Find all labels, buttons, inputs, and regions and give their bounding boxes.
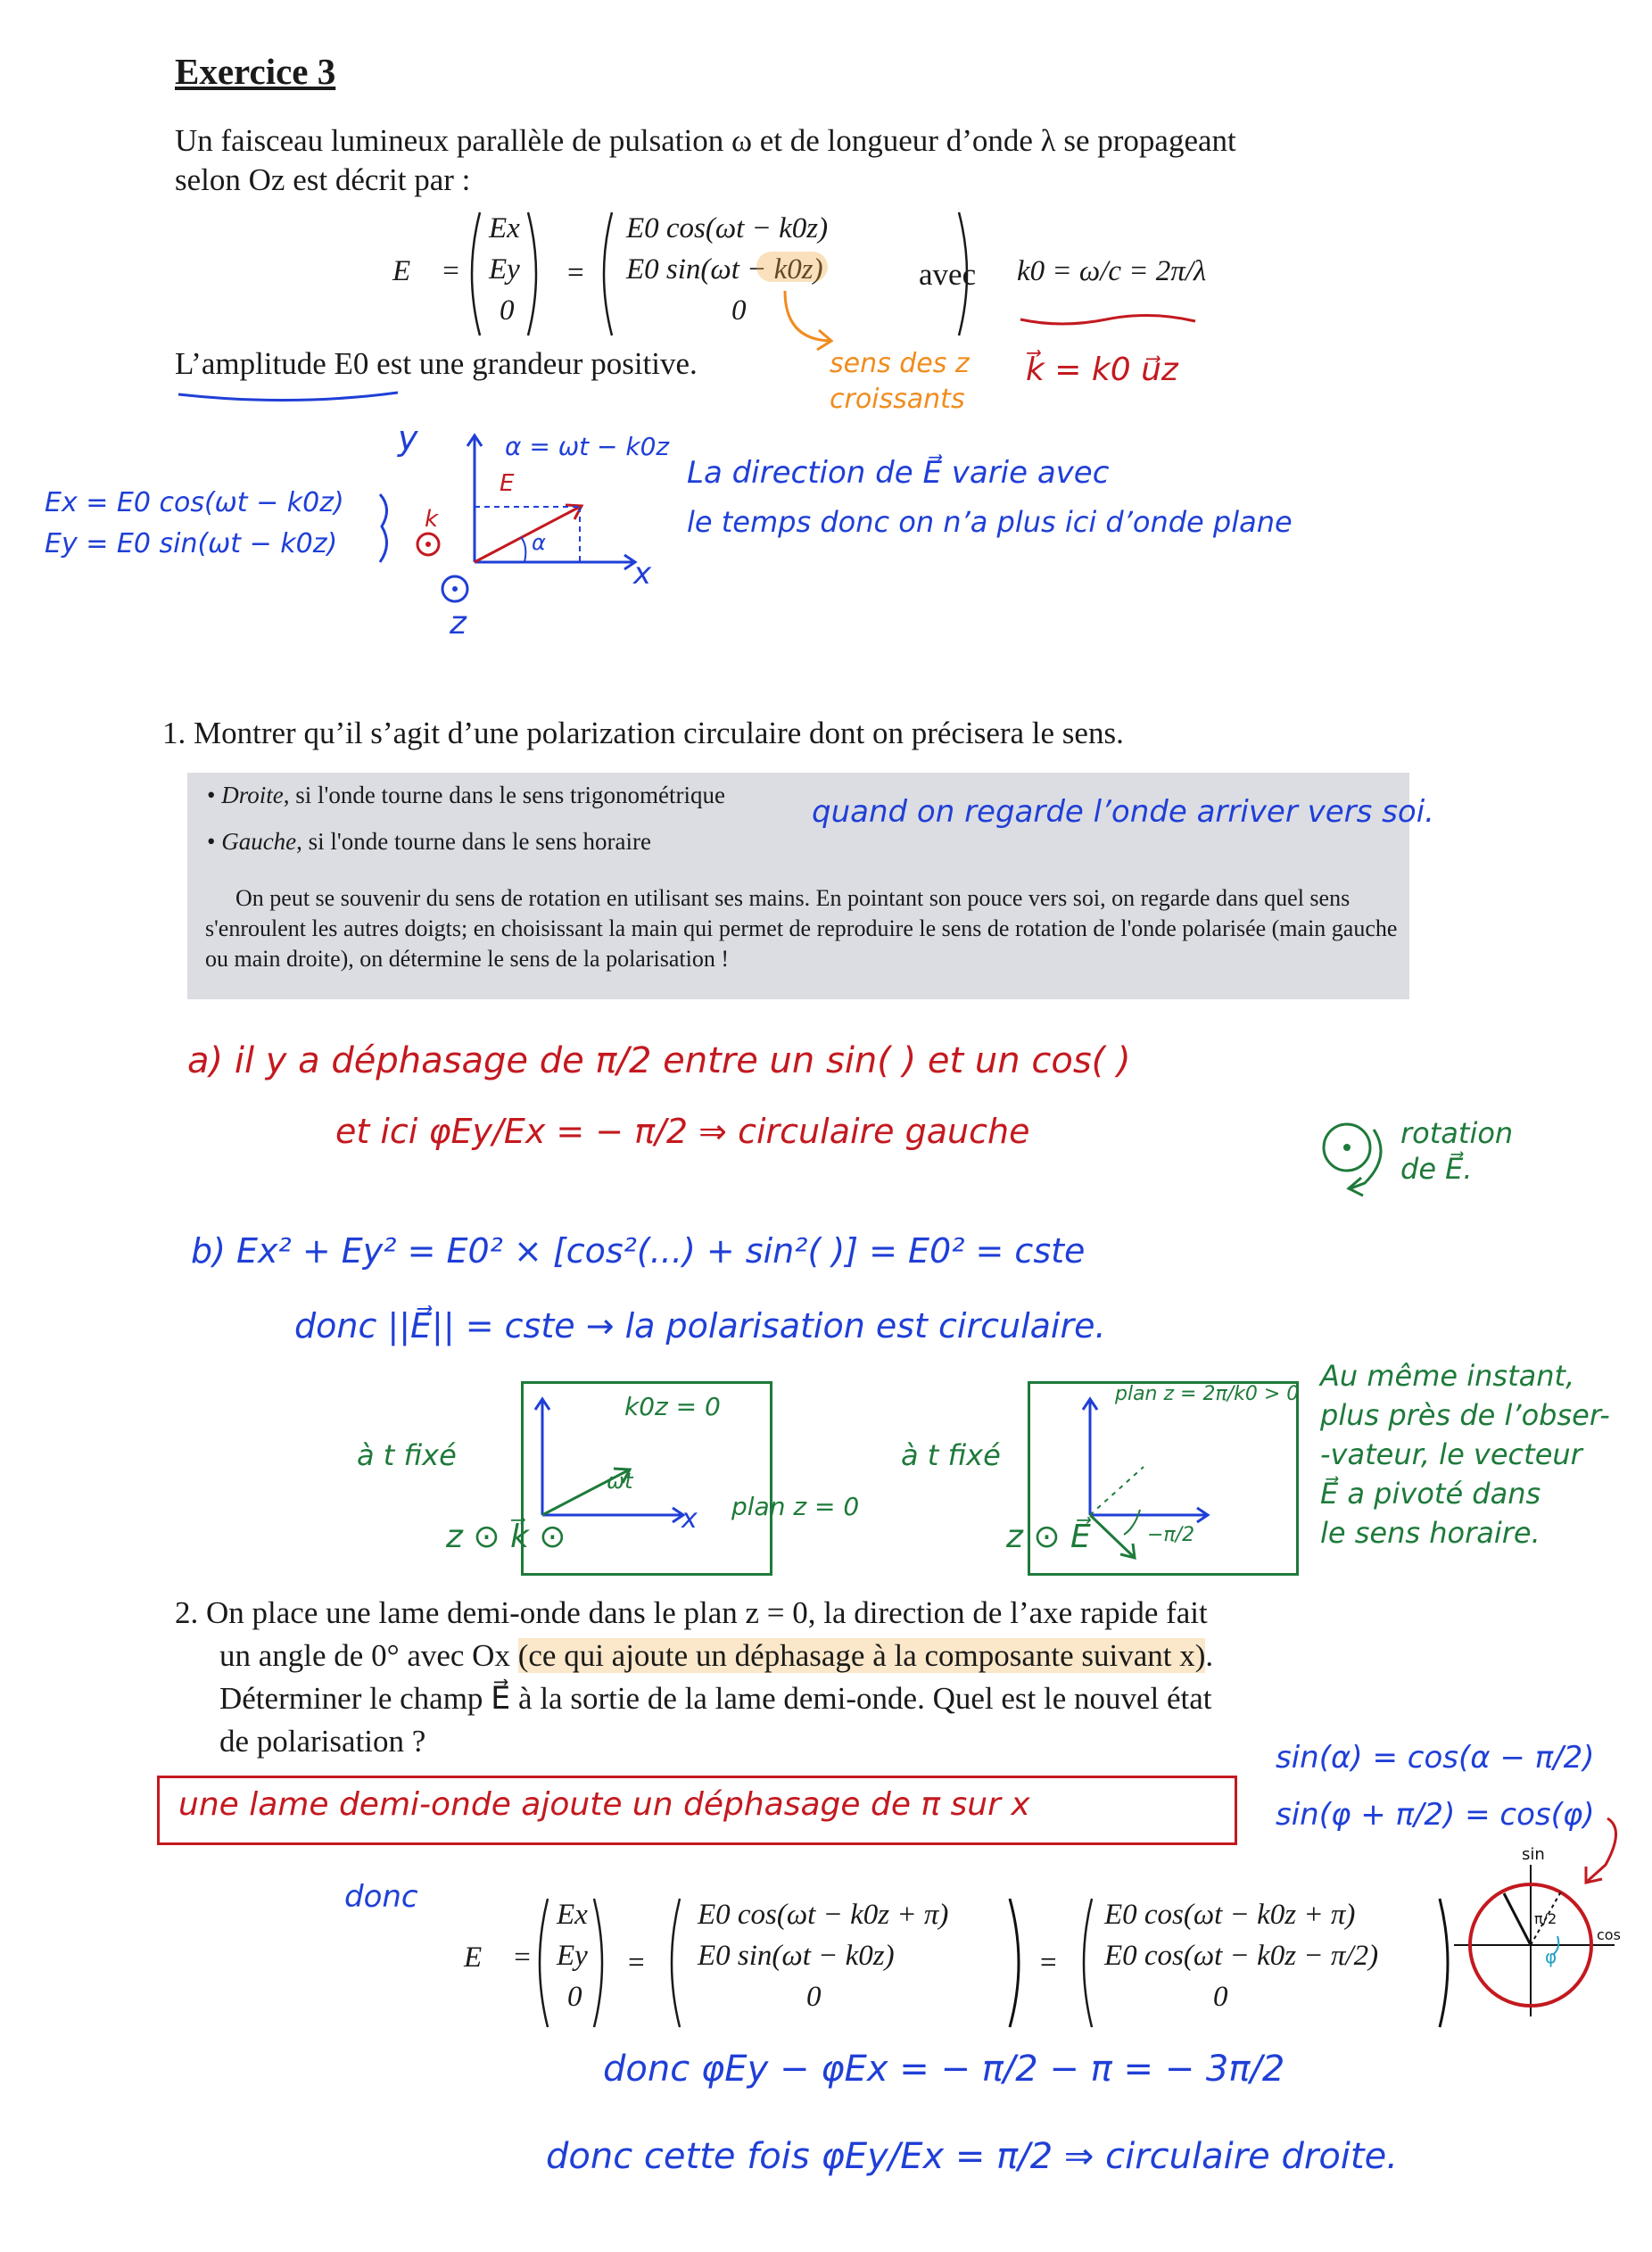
question-2-line-3: Déterminer le champ E⃗ à la sortie de la lame demi-onde. Quel est le nouvel état	[219, 1681, 1212, 1716]
trig-identity-1: sin(α) = cos(α − π/2)	[1276, 1740, 1595, 1776]
eq1-comp-x: Ex	[489, 212, 520, 244]
circle-label-phi: φ	[1545, 1946, 1557, 1967]
exercise-title: Exercice 3	[175, 51, 336, 92]
eq2-col2-z: 0	[1213, 1981, 1228, 2013]
svg-text:=: =	[1040, 1947, 1057, 1979]
svg-text:E: E	[500, 470, 515, 497]
diagram-1-wt: ωt	[607, 1469, 633, 1494]
rotation-icon	[1302, 1103, 1400, 1201]
diagram-1-plan: plan z = 0	[731, 1492, 860, 1521]
diagram-2-angle: −π/2	[1147, 1524, 1195, 1546]
svg-text:z: z	[450, 605, 467, 642]
diagram-1-label: à t fixé	[357, 1438, 457, 1472]
amplitude-underline	[175, 382, 407, 409]
question-2-line-2c: .	[1205, 1638, 1214, 1673]
eq2-col1-y: E0 sin(ωt − k0z)	[698, 1940, 895, 1972]
k0-underline	[1017, 310, 1204, 332]
annot-quand: quand on regarde l’onde arriver vers soi.	[812, 794, 1434, 830]
eq1-comp-z: 0	[500, 294, 515, 327]
eq1-avec: avec	[919, 257, 977, 292]
trig-identity-2: sin(φ + π/2) = cos(φ)	[1276, 1797, 1595, 1833]
eq2-col1-z: 0	[806, 1981, 822, 2013]
circle-label-pi2: π/2	[1534, 1910, 1557, 1927]
circle-label-cos: cos	[1597, 1926, 1621, 1943]
annot-meme-line: le sens horaire.	[1320, 1516, 1540, 1550]
eq1-val-y: E0 sin(ωt − k0z)	[626, 253, 823, 286]
eq2-comp-z: 0	[567, 1981, 582, 2013]
annot-meme-instant	[1320, 1356, 1610, 1552]
diagram-2-plan: plan z = 2π/k0 > 0	[1115, 1383, 1300, 1405]
annot-meme-line: -vateur, le vecteur	[1320, 1437, 1582, 1471]
intro-line-1: Un faisceau lumineux parallèle de pulsation ω et de longueur d’onde λ se propageant	[175, 123, 1236, 158]
svg-text:x: x	[681, 1503, 698, 1535]
question-2-line-2	[219, 1636, 1213, 1676]
annot-meme-line: E⃗ a pivoté dans	[1320, 1477, 1541, 1511]
equation-after-plate	[464, 1892, 1445, 2034]
eq1-lhs: E⃗ =	[392, 255, 461, 287]
answer-a-line-2: et ici φEy/Ex = − π/2 ⇒ circulaire gauche	[335, 1112, 1030, 1151]
eq2-comp-x: Ex	[557, 1899, 588, 1931]
eq1-k0: k0 = ω/c = 2π/λ	[1017, 255, 1207, 287]
question-2-highlight: (ce qui ajoute un déphasage à la composante suivant x)	[517, 1638, 1206, 1673]
answer-phase-2: donc cette fois φEy/Ex = π/2 ⇒ circulaire droite.	[546, 2136, 1398, 2177]
red-pointer-arrow-icon	[1507, 1811, 1641, 1892]
annot-alpha: α = ωt − k0z	[505, 432, 670, 461]
answer-phase-1: donc φEy − φEx = − π/2 − π = − 3π/2	[603, 2049, 1285, 2090]
hint-bullet-2-rest: , si l'onde tourne dans le sens horaire	[296, 828, 651, 855]
hint-bullet-1-rest: , si l'onde tourne dans le sens trigonométrique	[283, 782, 725, 808]
question-2-line-4: de polarisation ?	[219, 1724, 426, 1759]
eq2-col1-x: E0 cos(ωt − k0z + π)	[698, 1899, 949, 1931]
eq2-col2-x: E0 cos(ωt − k0z + π)	[1104, 1899, 1356, 1931]
donc-label: donc	[344, 1879, 418, 1915]
eq1-val-z: 0	[731, 294, 747, 327]
svg-text:x: x	[633, 556, 652, 592]
annot-meme-line: plus près de l’obser-	[1320, 1398, 1610, 1432]
hint-bullet-2: • Gauche, si l'onde tourne dans le sens horaire	[207, 828, 651, 855]
hint-bullet-1: • Droite, si l'onde tourne dans le sens trigonométrique	[207, 782, 725, 808]
diagram-1-kz: k0z = 0	[624, 1392, 721, 1421]
svg-text:=: =	[628, 1947, 645, 1979]
eq1-comp-y: Ey	[489, 253, 520, 286]
annot-rotation: rotation de E⃗.	[1400, 1116, 1514, 1186]
lame-demi-onde-text: une lame demi-onde ajoute un déphasage de π sur x	[178, 1786, 1030, 1823]
svg-text:α: α	[532, 530, 546, 555]
question-2-line-2a: un angle de 0° avec Ox	[219, 1638, 518, 1673]
svg-text:y: y	[398, 419, 418, 458]
diagram-1-bottom: z ⊙ k⃗ ⊙	[446, 1519, 566, 1555]
eq2-col2-y: E0 cos(ωt − k0z − π/2)	[1104, 1940, 1379, 1972]
question-2-line-1: 2. On place une lame demi-onde dans le plan z = 0, la direction de l’axe rapide fait	[175, 1595, 1208, 1630]
amplitude-text: L’amplitude E0 est une grandeur positive.	[175, 346, 698, 381]
answer-b-line-1: b) Ex² + Ey² = E0² × [cos²(...) + sin²( )] = E0² = cste	[191, 1231, 1086, 1271]
annot-k-vector: k⃗ = k0 u⃗z	[1026, 352, 1178, 388]
svg-text:=: =	[567, 257, 584, 289]
circle-label-sin: sin	[1522, 1845, 1545, 1864]
hint-bullet-1-em: Droite	[221, 782, 284, 808]
annot-ex: Ex = E0 cos(ωt − k0z)	[45, 487, 344, 518]
annot-sens-croissants: sens des z croissants	[830, 348, 970, 415]
eq1-val-x: E0 cos(ωt − k0z)	[626, 212, 829, 244]
diagram-2-bottom: z ⊙ E⃗	[1006, 1519, 1091, 1555]
k0z-highlight	[756, 252, 828, 282]
intro-line-2: selon Oz est décrit par :	[175, 162, 471, 197]
hint-paragraph: On peut se souvenir du sens de rotation en utilisant ses mains. En pointant son pouce vers soi, on regarde dans quel sens s'enroulent les autres doigts; en choisissant la main qui permet de reproduire le sens de rotation de l'onde polarisée (main gauche ou main droite), on détermine le sens de la polarisation !	[205, 885, 1398, 972]
eq2-lhs: E⃗ =	[464, 1942, 533, 1974]
question-1: 1. Montrer qu’il s’agit d’une polarization circulaire dont on précisera le sens.	[162, 716, 1124, 750]
eq2-comp-y: Ey	[557, 1940, 588, 1972]
answer-b-line-2: donc ||E⃗|| = cste → la polarisation est circulaire.	[294, 1306, 1106, 1345]
svg-text:k: k	[425, 506, 439, 533]
hint-bullet-2-em: Gauche	[221, 828, 297, 855]
orange-arrow-icon	[767, 286, 838, 357]
answer-a-line-1: a) il y a déphasage de π/2 entre un sin( ) et un cos( )	[187, 1040, 1131, 1081]
annot-direction-2: le temps donc on n’a plus ici d’onde plane	[687, 505, 1293, 539]
diagram-2-label: à t fixé	[901, 1438, 1001, 1472]
annot-ey: Ey = E0 sin(ωt − k0z)	[45, 528, 338, 559]
annot-meme-line: Au même instant,	[1320, 1359, 1575, 1393]
annot-direction-1: La direction de E⃗ varie avec	[687, 455, 1110, 491]
